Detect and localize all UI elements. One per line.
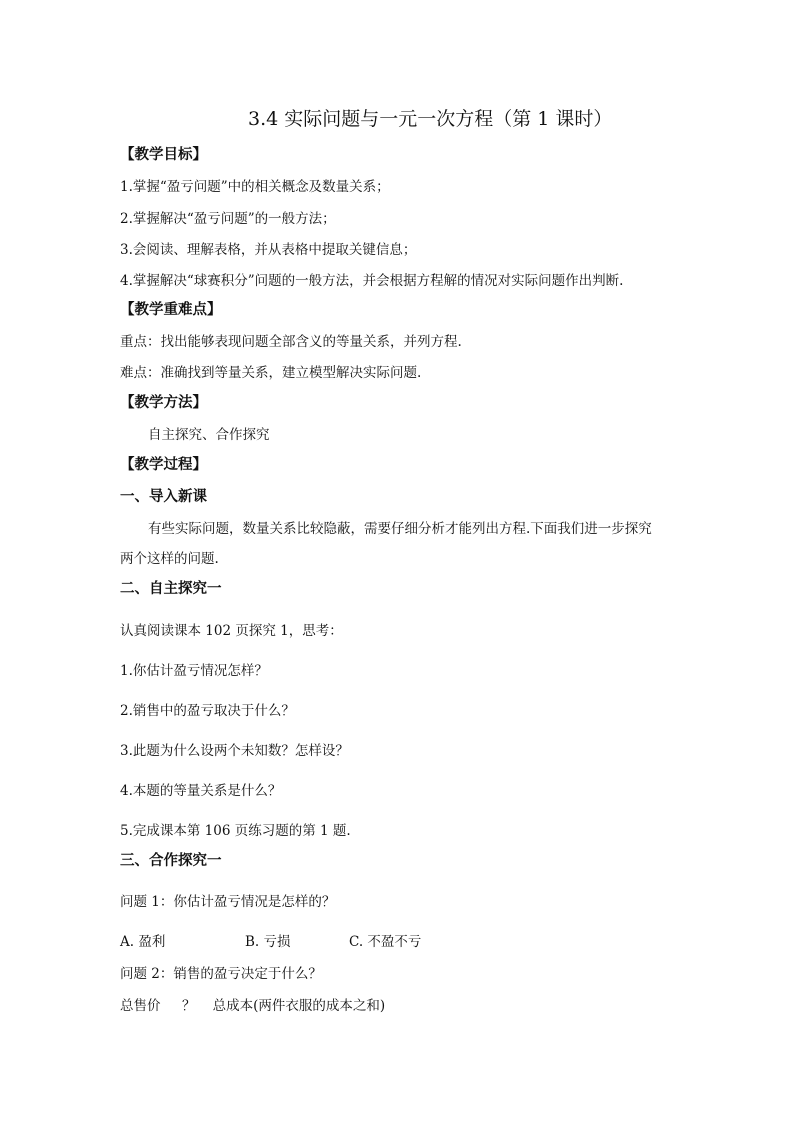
key-point-item: 难点：准确找到等量关系，建立模型解决实际问题.	[120, 365, 422, 381]
question-item: 3.此题为什么设两个未知数？怎样设？	[120, 743, 349, 759]
section-heading-goals: 【教学目标】	[120, 146, 207, 163]
question-item: 5.完成课本第 106 页练习题的第 1 题.	[120, 823, 351, 839]
part1-paragraph-cont: 两个这样的问题.	[120, 551, 219, 567]
question-item: 4.本题的等量关系是什么？	[120, 783, 282, 799]
question-2-relation: 总售价 ？ 总成本(两件衣服的成本之和)	[120, 998, 386, 1014]
goal-item: 3.会阅读、理解表格，并从表格中提取关键信息；	[120, 242, 417, 258]
question-2: 问题 2：销售的盈亏决定于什么？	[120, 966, 322, 982]
option-c: C. 不盈不亏	[349, 934, 422, 950]
method-text: 自主探究、合作探究	[148, 427, 270, 443]
part2-heading: 二、自主探究一	[120, 580, 222, 597]
part3-heading: 三、合作探究一	[120, 852, 222, 869]
question-item: 2.销售中的盈亏取决于什么？	[120, 703, 295, 719]
part1-paragraph: 有些实际问题，数量关系比较隐蔽，需要仔细分析才能列出方程.下面我们进一步探究	[148, 521, 652, 537]
goal-item: 2.掌握解决“盈亏问题”的一般方法；	[120, 211, 336, 227]
page-title: 3.4 实际问题与一元一次方程（第 1 课时）	[248, 108, 613, 130]
goal-item: 4.掌握解决“球赛积分”问题的一般方法，并会根据方程解的情况对实际问题作出判断.	[120, 273, 624, 289]
question-1: 问题 1：你估计盈亏情况是怎样的？	[120, 894, 336, 910]
key-point-item: 重点：找出能够表现问题全部含义的等量关系，并列方程.	[120, 334, 462, 350]
option-b: B. 亏损	[245, 934, 291, 950]
question-item: 1.你估计盈亏情况怎样？	[120, 663, 268, 679]
goal-item: 1.掌握“盈亏问题”中的相关概念及数量关系；	[120, 179, 390, 195]
part2-intro: 认真阅读课本 102 页探究 1，思考：	[120, 623, 343, 639]
section-heading-key-points: 【教学重难点】	[120, 301, 222, 318]
part1-heading: 一、导入新课	[120, 488, 207, 505]
section-heading-process: 【教学过程】	[120, 456, 207, 473]
section-heading-methods: 【教学方法】	[120, 394, 207, 411]
option-a: A. 盈利	[120, 934, 166, 950]
